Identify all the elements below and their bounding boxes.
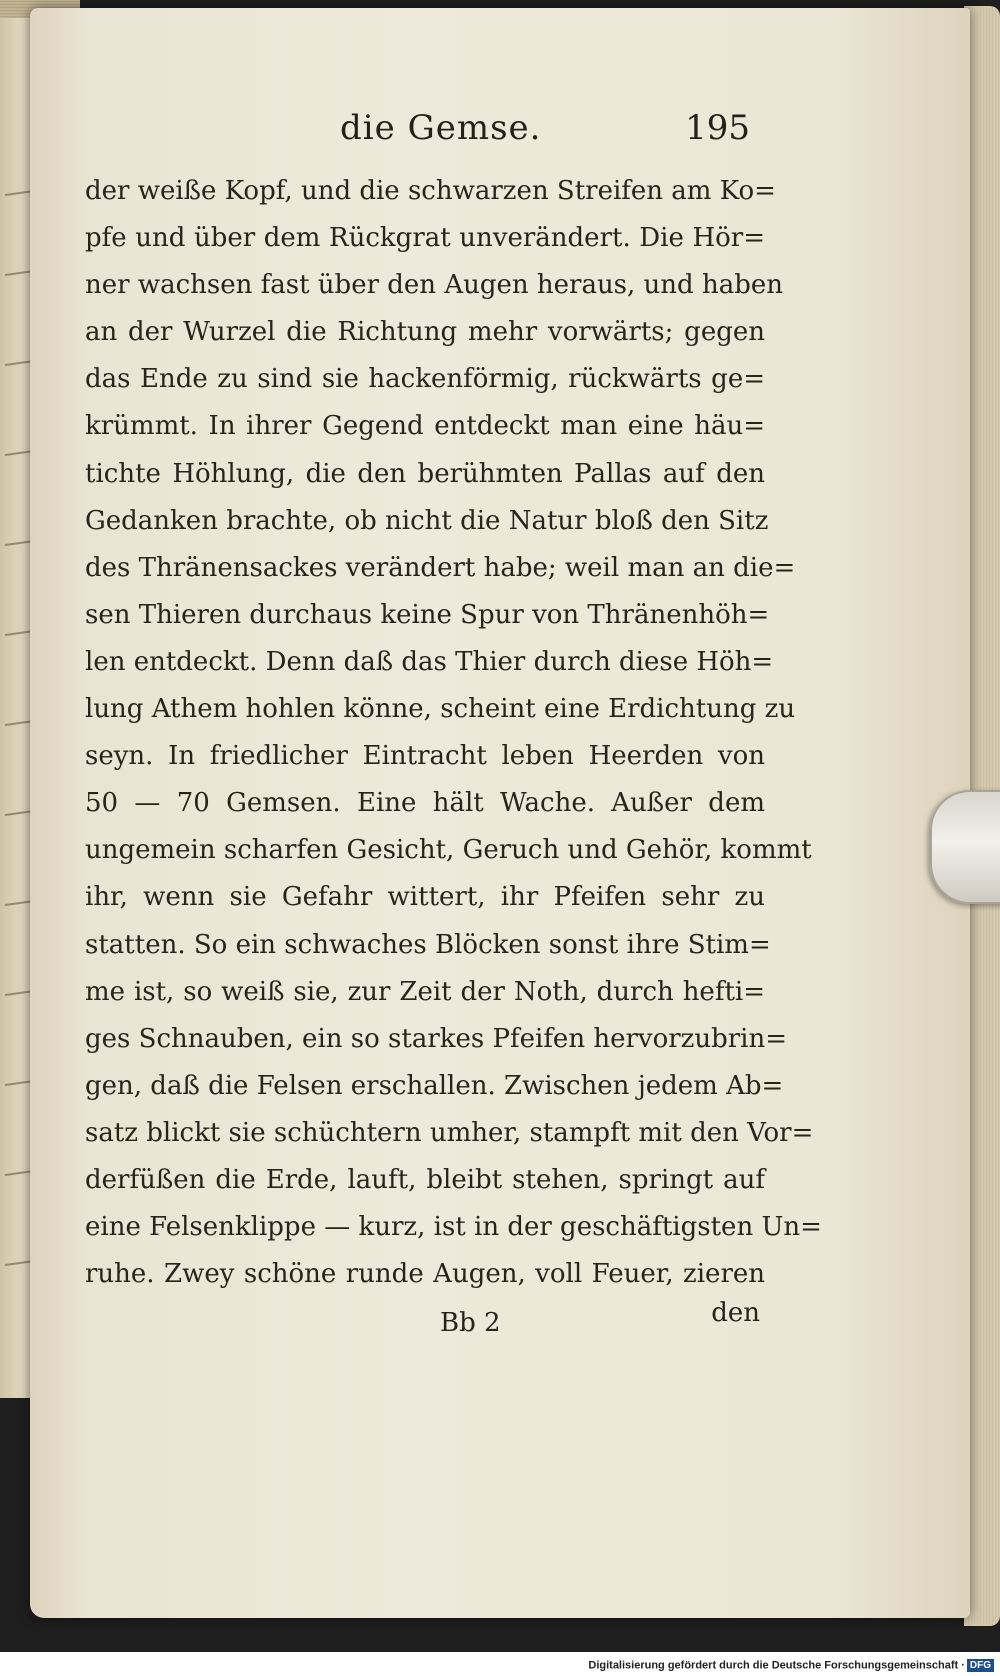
text-line: krümmt. In ihrer Gegend entdeckt man eine häu= (85, 411, 765, 442)
text-line: des Thränensackes verändert habe; weil man an die= (85, 552, 796, 583)
text-line: der weiße Kopf, und die schwarzen Streifen am Ko= (85, 176, 776, 206)
text-line: sen Thieren durchaus keine Spur von Thränenhöh= (85, 599, 770, 630)
credit-bar (0, 1652, 1000, 1676)
text-line: ungemein scharfen Gesicht, Geruch und Gehör, kommt (85, 835, 812, 866)
text-line: das Ende zu sind sie hackenförmig, rückwärts ge= (85, 364, 765, 395)
body-text (85, 168, 822, 1298)
digitization-credit (588, 1659, 994, 1672)
page-number: 195 (685, 108, 750, 148)
page-clip (930, 790, 1000, 904)
text-line: ges Schnauben, ein so starkes Pfeifen hervorzubrin= (85, 1023, 788, 1054)
text-line: gen, daß die Felsen erschallen. Zwischen jedem Ab= (85, 1070, 784, 1101)
running-title: die Gemse. (340, 108, 542, 148)
text-line: ihr, wenn sie Gefahr wittert, ihr Pfeifen sehr zu (85, 882, 765, 913)
text-line: tichte Höhlung, die den berühmten Pallas auf den (85, 458, 765, 489)
text-line: me ist, so weiß sie, zur Zeit der Noth, durch hefti= (85, 976, 765, 1007)
text-line: ner wachsen fast über den Augen heraus, und haben (85, 270, 783, 301)
text-line: satz blickt sie schüchtern umher, stampft mit den Vor= (85, 1117, 814, 1148)
text-line: seyn. In friedlicher Eintracht leben Heerden von (85, 741, 765, 772)
text-line: an der Wurzel die Richtung mehr vorwärts; gegen (85, 317, 765, 348)
text-line: lung Athem hohlen könne, scheint eine Erdichtung zu (85, 694, 796, 725)
catchword: den (711, 1298, 760, 1328)
text-line: pfe und über dem Rückgrat unverändert. Die Hör= (85, 223, 765, 254)
dfg-logo-badge: DFG (967, 1659, 994, 1672)
text-line: ruhe. Zwey schöne runde Augen, voll Feuer, zieren (85, 1259, 765, 1290)
page-header (110, 108, 750, 168)
page-footer (110, 1298, 760, 1348)
text-line: 50 — 70 Gemsen. Eine hält Wache. Außer dem (85, 788, 765, 819)
credit-text: Digitalisierung gefördert durch die Deutsche Forschungsgemeinschaft · (588, 1659, 965, 1672)
book-page (30, 8, 970, 1618)
signature-mark: Bb 2 (440, 1308, 501, 1338)
text-line: len entdeckt. Denn daß das Thier durch diese Höh= (85, 646, 774, 677)
text-line: statten. So ein schwaches Blöcken sonst ihre Stim= (85, 929, 771, 960)
text-line: eine Felsenklippe — kurz, ist in der geschäftigsten Un= (85, 1212, 822, 1243)
text-line: Gedanken brachte, ob nicht die Natur bloß den Sitz (85, 505, 769, 536)
text-line: derfüßen die Erde, lauft, bleibt stehen, springt auf (85, 1164, 765, 1195)
